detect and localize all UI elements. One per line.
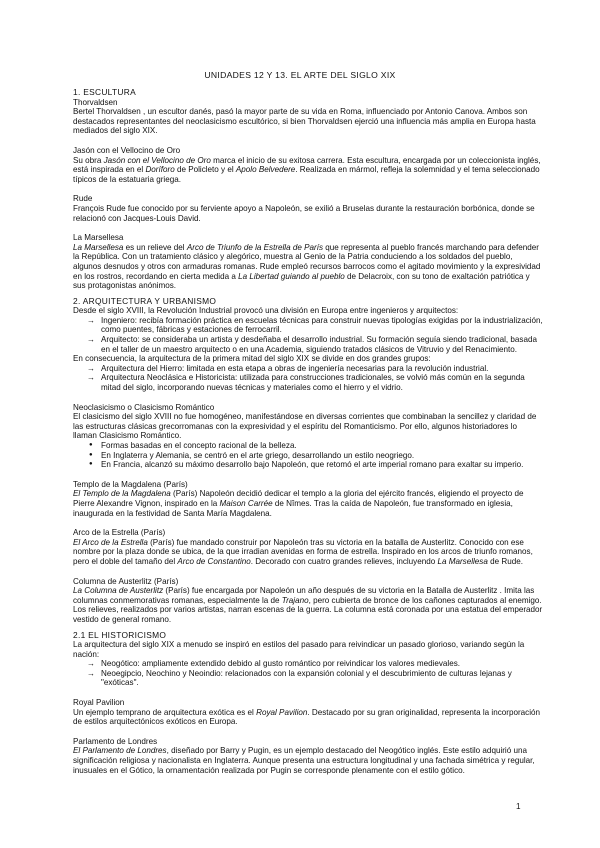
- subheading-columna: Columna de Austerlitz (París): [73, 576, 179, 586]
- paragraph-historicismo-intro: La arquitectura del siglo XIX a menudo se inspiró en estilos del pasado para reivindicar un pasado glorioso, variando según la nación:: [73, 640, 525, 659]
- document-title: UNIDADES 12 Y 13. EL ARTE DEL SIGLO XIX: [204, 70, 396, 80]
- section-heading-escultura: 1. ESCULTURA: [73, 87, 137, 97]
- list-item: ● En Inglaterra y Alemania, se centró en el arte griego, desarrollando un estilo neogriego.: [89, 451, 543, 461]
- list-ingeniero-arquitecto: [73, 316, 543, 354]
- paragraph-rude: François Rude fue conocido por su ferviente apoyo a Napoleón, se exilió a Bruselas durante la restauración borbónica, donde se relacionó con Jacques-Louis David.: [73, 203, 535, 223]
- paragraph-arquitectura-intro: Desde el siglo XVIII, la Revolución Industrial provocó una división en Europa entre ingenieros y arquitectos:: [73, 306, 459, 316]
- list-item: ● Formas basadas en el concepto racional de la belleza.: [89, 441, 543, 451]
- document-body: [73, 88, 543, 775]
- paragraph-neoclasicismo: El clasicismo del siglo XVIII no fue homogéneo, manifestándose en diversas corrientes que combinaban la sencillez y claridad de las estructuras clásicas grecorromanas con la expresividad y el espíritu del Romanticismo. Por ello, algunos historiadores lo llaman Clasicismo Romántico.: [73, 412, 537, 441]
- list-item: → Neogótico: ampliamente extendido debido al gusto romántico por reivindicar los valores medievales.: [87, 659, 543, 669]
- paragraph-marsellesa: La Marsellesa es un relieve del Arco de Triunfo de la Estrella de París que representa al pueblo francés marchando para defender la República. Con un tratamiento clásico y alegórico, muestra al Genio de la Patria conduciendo a los soldados del pueblo, algunos desnudos y otros con armaduras romanas. Rude empleó recursos barrocos como el agitado movimiento y la expresividad en los rostros, recordando en cierta medida a La Libertad guiando al pueblo de Delacroix, con su tono de exaltación patriótica y sus protagonistas anónimos.: [73, 242, 541, 291]
- list-item: → Arquitecto: se consideraba un artista y desdeñaba el desarrollo industrial. Su formación seguía siendo tradicional, basada en el taller de un maestro arquitecto o en una Academia, siguiendo tratados clásicos de Vitruvio y del Renacimiento.: [87, 335, 543, 354]
- paragraph-magdalena: El Templo de la Magdalena (París) Napoleón decidió dedicar el templo a la gloria del ejército francés, eligiendo el proyecto de Pierre Alexandre Vignon, inspirado en la Maison Carrée de Nîmes. Tras la caída de Napoleón, fue transformado en iglesia, inaugurada en la festividad de Santa María Magdalena.: [73, 489, 524, 518]
- section-heading-arquitectura: 2. ARQUITECTURA Y URBANISMO: [73, 295, 217, 306]
- list-grupos: [73, 364, 543, 393]
- paragraph-columna: La Columna de Austerlitz (París) fue encargada por Napoleón un año después de su victoria en la Batalla de Austerlitz . Imita las columnas conmemorativas romanas, especialmente la de Trajano, pero cubierta de bronce de los cañones capturados al enemigo. Los relieves, realizados por varios artistas, narran escenas de la guerra. La columna está coronada por una estatua del emperador vestido de general romano.: [73, 586, 543, 624]
- page-number: 1: [516, 802, 521, 811]
- subheading-thorvaldsen: Thorvaldsen: [73, 97, 118, 107]
- subheading-neoclasicismo: Neoclasicismo o Clasicismo Romántico: [73, 402, 215, 412]
- subheading-parlamento: Parlamento de Londres: [73, 736, 158, 746]
- list-item: → Ingeniero: recibía formación práctica en escuelas técnicas para construir nuevas tipologías exigidas por la industrialización, como puentes, fábricas y estaciones de ferrocarril.: [87, 316, 543, 335]
- list-item: → Arquitectura Neoclásica e Historicista: utilizada para construcciones tradicionales, se volvió más común en la segunda mitad del siglo, incorporando nuevas técnicas y materiales como el hierro y el vidrio.: [87, 373, 543, 392]
- paragraph-consecuencia: En consecuencia, la arquitectura de la primera mitad del siglo XIX se divide en dos grandes grupos:: [73, 354, 431, 364]
- list-historicismo: [73, 659, 543, 688]
- paragraph-jason: Su obra Jasón con el Vellocino de Oro marca el inicio de su exitosa carrera. Esta escultura, encargada por un coleccionista inglés, está inspirada en el Doríforo de Policleto y el Apolo Belvedere. Realizada en mármol, refleja la solemnidad y el tema seleccionado típicos de la estatuaria griega.: [73, 155, 541, 184]
- list-item: → Neoegipcio, Neochino y Neoindio: relacionados con la expansión colonial y el descubrimiento de culturas lejanas y "exóticas".: [87, 669, 543, 688]
- paragraph-parlamento: El Parlamento de Londres, diseñado por Barry y Pugin, es un ejemplo destacado del Neogótico inglés. Este estilo adquirió una significación religiosa y nacionalista en Inglaterra. Aunque presenta una estructura longitudinal y una fachada simétrica y regular, inusuales en el Gótico, la ornamentación realizada por Pugin se corresponde plenamente con el estilo gótico.: [73, 746, 535, 775]
- subheading-magdalena: Templo de la Magdalena (París): [73, 479, 188, 489]
- paragraph-thorvaldsen: Bertel Thorvaldsen , un escultor danés, pasó la mayor parte de su vida en Roma, influenciado por Antonio Canova. Ambos son destacados representantes del neoclasicismo escultórico, si bien Thorvaldsen ejerció una influencia más amplia en Europa hasta mediados del siglo XIX.: [73, 107, 536, 136]
- list-item: → Arquitectura del Hierro: limitada en esta etapa a obras de ingeniería necesarias para la revolución industrial.: [87, 364, 543, 374]
- subheading-jason: Jasón con el Vellocino de Oro: [73, 145, 181, 155]
- list-item: ● En Francia, alcanzó su máximo desarrollo bajo Napoleón, que retomó el arte imperial romano para exaltar su imperio.: [89, 460, 543, 470]
- subheading-marsellesa: La Marsellesa: [73, 233, 124, 243]
- paragraph-estrella: El Arco de la Estrella (París) fue mandado construir por Napoleón tras su victoria en la batalla de Austerlitz. Conocido con ese nombre por la plaza donde se ubica, de la que irradian avenidas en forma de estrella. Inspirado en los arcos de triunfo romanos, pero el doble del tamaño del Arco de Constantino. Decorado con cuatro grandes relieves, incluyendo La Marsellesa de Rude.: [73, 537, 533, 566]
- paragraph-royal-pavilion: Un ejemplo temprano de arquitectura exótica es el Royal Pavilion. Destacado por su gran originalidad, representa la incorporación de estilos arquitectónicos exóticos en Europa.: [73, 707, 541, 727]
- subheading-estrella: Arco de la Estrella (París): [73, 528, 166, 538]
- section-heading-historicismo: 2.1 EL HISTORICISMO: [73, 629, 167, 640]
- subheading-royal-pavilion: Royal Pavilion: [73, 698, 125, 708]
- subheading-rude: Rude: [73, 194, 93, 204]
- list-neoclasicismo: [73, 441, 543, 470]
